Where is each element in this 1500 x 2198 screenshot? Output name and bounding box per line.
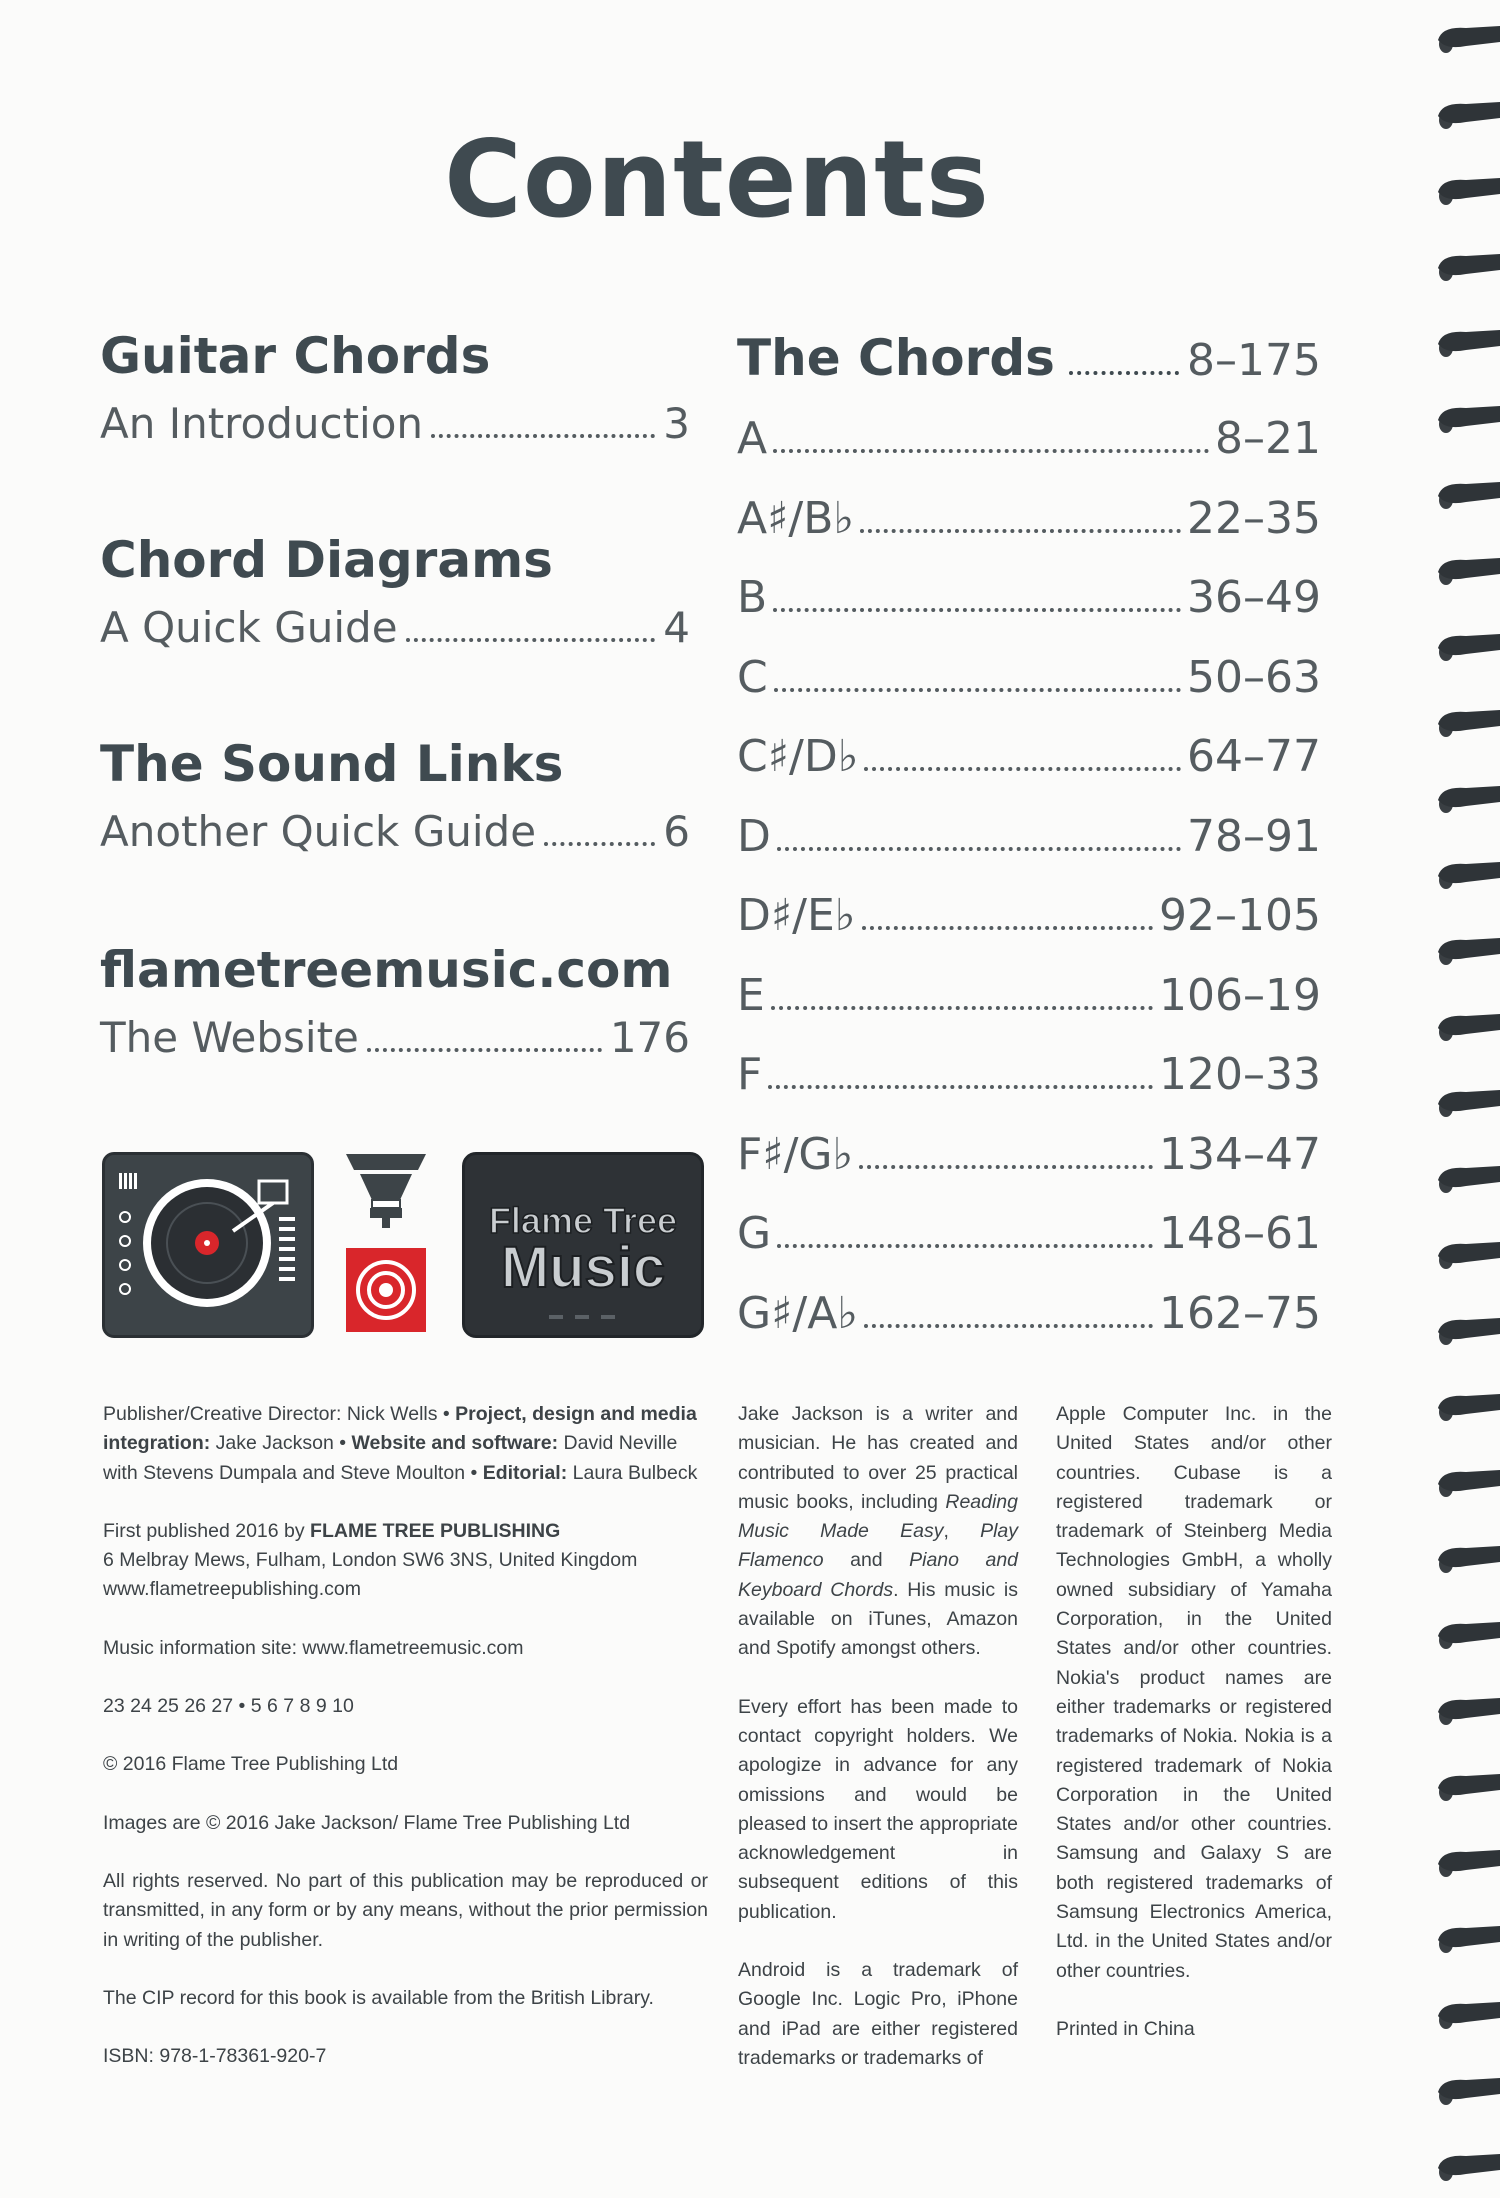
spiral-coil xyxy=(1438,1014,1500,1041)
spiral-coil xyxy=(1438,1470,1500,1497)
spiral-coil xyxy=(1438,1394,1500,1421)
copyright: © 2016 Flame Tree Publishing Ltd xyxy=(103,1753,399,1776)
publisher-address: 6 Melbray Mews, Fulham, London SW6 3NS, United Kingdom xyxy=(103,1549,638,1572)
chord-pages: 134–47 xyxy=(1159,1128,1321,1180)
toc-entry[interactable] xyxy=(100,804,690,860)
leader-dots xyxy=(544,842,655,846)
chord-pages: 22–35 xyxy=(1187,492,1321,544)
leader-dots xyxy=(864,767,1181,771)
chord-row[interactable] xyxy=(737,956,1321,1036)
chords-heading-pages: 8–175 xyxy=(1187,335,1321,386)
chord-row[interactable] xyxy=(737,479,1321,559)
bio-column xyxy=(738,1400,1018,2102)
chord-pages: 50–63 xyxy=(1187,651,1321,703)
spiral-coil xyxy=(1438,1546,1500,1573)
printed-in: Printed in China xyxy=(1056,2017,1195,2040)
chord-pages: 120–33 xyxy=(1159,1049,1321,1100)
publisher-url[interactable]: www.flametreepublishing.com xyxy=(103,1578,361,1601)
section-heading: Chord Diagrams xyxy=(100,531,553,589)
toc-entry-label: An Introduction xyxy=(100,399,424,448)
chord-pages: 148–61 xyxy=(1159,1208,1321,1259)
spiral-coil xyxy=(1438,178,1500,205)
print-line: 23 24 25 26 27 • 5 6 7 8 9 10 xyxy=(103,1695,354,1718)
spiral-binding xyxy=(1432,0,1500,2198)
chord-key: A xyxy=(737,413,768,464)
chord-key: C xyxy=(737,651,768,703)
toc-entry-label: Another Quick Guide xyxy=(100,807,537,856)
sound-link-icons xyxy=(100,1150,700,1335)
chord-row[interactable] xyxy=(737,558,1321,638)
chord-pages: 64–77 xyxy=(1187,731,1321,782)
spiral-coil xyxy=(1438,1318,1500,1345)
chord-row[interactable] xyxy=(737,1274,1321,1354)
music-site-label: Music information site: xyxy=(103,1636,297,1659)
music-site-url[interactable]: www.flametreemusic.com xyxy=(302,1636,524,1659)
toc-entry-label: The Website xyxy=(100,1013,359,1062)
trademark-notice-start: Android is a trademark of Google Inc. Logic Pro, iPhone and iPad are either registered trademarks or trademarks of xyxy=(738,1959,1018,2069)
chord-row[interactable] xyxy=(737,1115,1321,1195)
chord-row[interactable] xyxy=(737,1194,1321,1274)
spiral-coil xyxy=(1438,1166,1500,1193)
spiral-coil xyxy=(1438,2078,1500,2105)
publisher-name: FLAME TREE PUBLISHING xyxy=(310,1519,561,1542)
chord-key: F♯/G♭ xyxy=(737,1128,854,1180)
first-published: First published 2016 by xyxy=(103,1519,305,1542)
rights-statement: All rights reserved. No part of this publication may be reproduced or transmitted, in any form or by any means, without the prior permission in writing of the publisher. xyxy=(103,1869,708,1951)
chord-pages: 162–75 xyxy=(1159,1287,1321,1339)
spiral-coil xyxy=(1438,786,1500,813)
leader-dots xyxy=(367,1048,602,1052)
leader-dots xyxy=(773,449,1209,453)
chord-key: F xyxy=(737,1049,763,1100)
leader-dots xyxy=(777,847,1181,851)
chord-row[interactable] xyxy=(737,399,1321,479)
credit-value: David Neville with Stevens Dumpala and Steve Moulton xyxy=(103,1432,678,1484)
credit-label: Project, design and media integration: xyxy=(103,1403,697,1455)
leader-dots xyxy=(773,608,1181,612)
chord-row[interactable] xyxy=(737,797,1321,877)
credit-label: Editorial: xyxy=(482,1461,568,1484)
author-bio xyxy=(738,1400,1018,1664)
logo-line2: Music xyxy=(500,1235,666,1300)
chord-pages: 36–49 xyxy=(1187,572,1321,623)
toc-entry[interactable] xyxy=(100,396,690,452)
section-heading: The Sound Links xyxy=(100,735,564,793)
credits-column xyxy=(103,1400,708,2100)
chord-key: A♯/B♭ xyxy=(737,492,855,544)
chord-row[interactable] xyxy=(737,638,1321,718)
spiral-coil xyxy=(1438,1850,1500,1877)
logo-line1: Flame Tree xyxy=(488,1200,678,1241)
toc-section-guitar-chords xyxy=(100,326,690,452)
chord-row[interactable] xyxy=(737,717,1321,797)
isbn: ISBN: 978-1-78361-920-7 xyxy=(103,2045,327,2068)
leader-dots xyxy=(862,926,1153,930)
leader-dots xyxy=(771,1006,1153,1010)
toc-entry-page: 4 xyxy=(663,603,690,652)
book-title: Reading Music Made Easy xyxy=(738,1490,1018,1543)
spiral-coil xyxy=(1438,26,1500,53)
toc-entry[interactable] xyxy=(100,1010,690,1066)
credit-label: Website and software: xyxy=(351,1432,559,1455)
toc-entry-label: A Quick Guide xyxy=(100,603,398,652)
spiral-coil xyxy=(1438,406,1500,433)
toc-entry[interactable] xyxy=(100,600,690,656)
cip-record: The CIP record for this book is available from the British Library. xyxy=(103,1986,654,2009)
spiral-coil xyxy=(1438,1242,1500,1269)
trademarks-column xyxy=(1056,1400,1332,2073)
spiral-coil xyxy=(1438,2154,1500,2181)
page-title: Contents xyxy=(444,118,990,241)
leader-dots xyxy=(768,1085,1153,1089)
credit-value: Jake Jackson xyxy=(215,1432,334,1455)
spiral-coil xyxy=(1438,1926,1500,1953)
bio-text: and xyxy=(823,1549,910,1572)
copyright-notice: Every effort has been made to contact copyright holders. We apologize in advance for any omissions and would be pleased to insert the appropriate acknowledgement in subsequent editions of this publication. xyxy=(738,1695,1018,1923)
chord-pages: 92–105 xyxy=(1159,890,1321,941)
leader-dots xyxy=(431,434,655,438)
spiral-coil xyxy=(1438,634,1500,661)
section-heading: Guitar Chords xyxy=(100,327,491,385)
credit-value: Laura Bulbeck xyxy=(572,1461,698,1484)
book-title: Play Flamenco xyxy=(738,1520,1019,1572)
spiral-coil xyxy=(1438,710,1500,737)
spiral-coil xyxy=(1438,102,1500,129)
chord-key: C♯/D♭ xyxy=(737,731,859,782)
trademark-notice: Apple Computer Inc. in the United States and/or other countries. Cubase is a registered trademark or trademark of Steinberg Media Technologies GmbH, a wholly owned subsidiary of Yamaha Corporation, in the United States and/or other countries. Nokia's product names are either trademarks or registered trademarks of Nokia. Nokia is a registered trademark of Nokia Corporation in the United States and/or other countries. Samsung and Galaxy S are both registered trademarks of Samsung Electronics America, Ltd. in the United States and/or other countries. xyxy=(1056,1403,1332,1982)
toc-section-sound-links xyxy=(100,734,690,860)
leader-dots xyxy=(1069,371,1179,375)
leader-dots xyxy=(777,1244,1153,1248)
credit-label: Publisher/Creative Director: xyxy=(103,1403,342,1425)
chord-key: E xyxy=(737,969,765,1021)
leader-dots xyxy=(774,688,1181,692)
leader-dots xyxy=(860,529,1181,533)
toc-section-chord-diagrams xyxy=(100,530,690,656)
chord-key: G xyxy=(737,1208,772,1259)
chord-key: B xyxy=(737,572,768,623)
spiral-coil xyxy=(1438,938,1500,965)
leader-dots xyxy=(864,1324,1153,1328)
images-copyright: Images are © 2016 Jake Jackson/ Flame Tree Publishing Ltd xyxy=(103,1811,631,1834)
chords-toc xyxy=(737,320,1321,1353)
book-title: Piano and Keyboard Chords xyxy=(738,1549,1019,1601)
spiral-coil xyxy=(1438,558,1500,585)
publication-info xyxy=(103,1517,708,1605)
chords-heading[interactable] xyxy=(737,320,1321,399)
chord-key: D xyxy=(737,810,771,862)
chords-heading-label: The Chords xyxy=(737,329,1055,387)
spiral-coil xyxy=(1438,330,1500,357)
spiral-coil xyxy=(1438,254,1500,281)
bio-text: Jake Jackson is a writer and musician. He has created and contributed to over 25 practical music books, including xyxy=(738,1403,1018,1513)
bio-text: , xyxy=(943,1520,981,1543)
credits-staff: Publisher/Creative Director: Nick Wells • Project, design and media integration: Jake Jackson • Website and software: David Neville with Stevens Dumpala and Steve Moulton • Editorial: Laura Bulbeck xyxy=(103,1403,698,1484)
section-heading: flametreemusic.com xyxy=(100,941,673,999)
leader-dots xyxy=(406,638,656,642)
leader-dots xyxy=(859,1165,1153,1169)
spiral-coil xyxy=(1438,1090,1500,1117)
toc-entry-page: 6 xyxy=(663,807,690,856)
chord-key: D♯/E♭ xyxy=(737,890,856,941)
toc-section-website xyxy=(100,940,690,1066)
chord-row[interactable] xyxy=(737,1035,1321,1115)
flame-tree-music-logo xyxy=(462,1152,704,1338)
spiral-coil xyxy=(1438,1698,1500,1725)
chord-key: G♯/A♭ xyxy=(737,1287,859,1339)
speaker-icons xyxy=(342,1150,430,1335)
spiral-coil xyxy=(1438,1774,1500,1801)
chord-pages: 78–91 xyxy=(1187,810,1321,862)
chord-row[interactable] xyxy=(737,876,1321,956)
chord-pages: 106–19 xyxy=(1159,969,1321,1021)
spiral-coil xyxy=(1438,2002,1500,2029)
toc-entry-page: 176 xyxy=(609,1013,690,1062)
chord-pages: 8–21 xyxy=(1215,413,1321,464)
toc-entry-page: 3 xyxy=(663,399,690,448)
music-site xyxy=(103,1634,708,1663)
bio-text: . His music is available on iTunes, Amazon and Spotify amongst others. xyxy=(738,1578,1018,1660)
spiral-coil xyxy=(1438,482,1500,509)
spiral-coil xyxy=(1438,862,1500,889)
credit-value: Nick Wells xyxy=(346,1403,438,1425)
turntable-icon xyxy=(102,1152,314,1338)
spiral-coil xyxy=(1438,1622,1500,1649)
